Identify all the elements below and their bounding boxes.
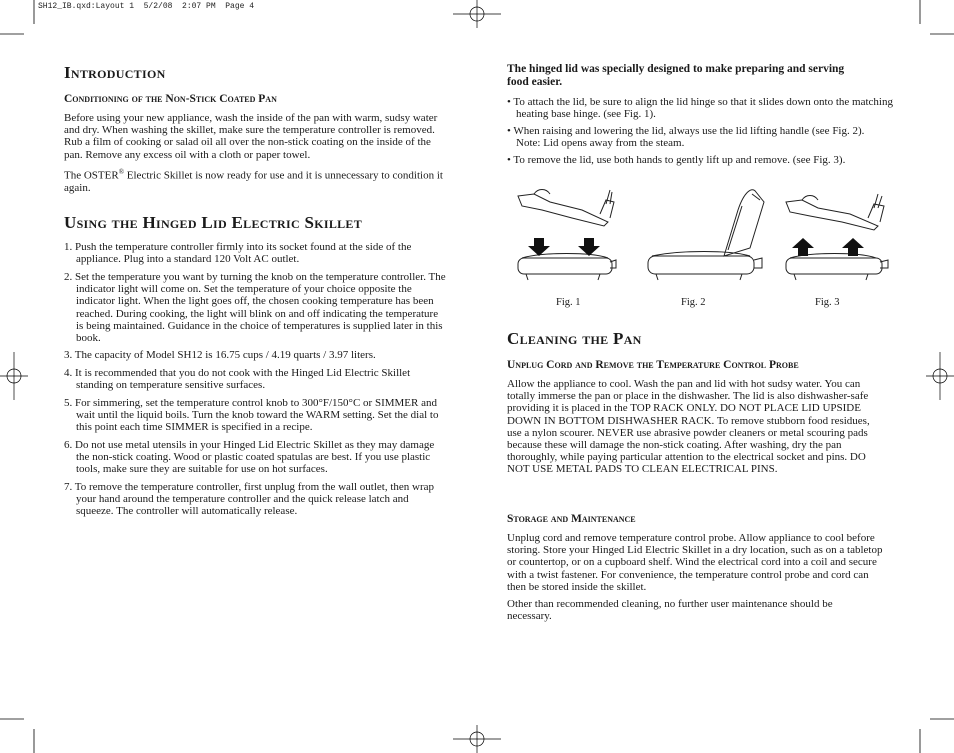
oster-ready-paragraph: The OSTER® Electric Skillet is now ready for use and it is unnecessary to condition it again.: [64, 168, 443, 194]
using-item-7: 7. To remove the temperature controller, first unplug from the wall outlet, then wrap your hand around the temperature controller and the quick release latch and squeeze. The controller will automatically release.: [64, 481, 435, 518]
fig-2-caption: Fig. 2: [681, 297, 706, 308]
fig-2-illustration: [640, 184, 770, 289]
maintenance-paragraph: Other than recommended cleaning, no further user maintenance should be necessary.: [507, 598, 833, 623]
registration-mark-bottom: [453, 725, 501, 753]
using-item-2: 2. Set the temperature you want by turning the knob on the temperature controller. The indicator light will come on. Set the temperature of your choice opposite the indicator light. When the light goes off, the chosen cooking temperature has been reached. During cooking, the light will blink on and off indicating the temperature is being maintained. Guidance in the choice of temperatures is supplied later in this book.: [64, 271, 446, 345]
cleaning-heading: Cleaning the Pan: [507, 329, 642, 348]
using-item-5: 5. For simmering, set the temperature control knob to 300°F/150°C or SIMMER and wait until the liquid boils. Turn the knob toward the WARM setting. Set the dial to this point each time SIMMER is specified in a recipe.: [64, 397, 439, 434]
lid-bullet-2: • When raising and lowering the lid, always use the lid lifting handle (see Fig. 2). Note: Lid opens away from the steam.: [507, 125, 865, 150]
registration-mark-top: [453, 0, 501, 28]
fig-3-illustration: [778, 184, 896, 289]
fig-1-illustration: [512, 184, 620, 289]
storage-paragraph: Unplug cord and remove temperature control probe. Allow appliance to cool before storing. Store your Hinged Lid Electric Skillet in a dry location, such as on a tabletop or countertop, or on a cupboard shelf. Wind the electrical cord into a coil and secure with a twist fastener. For convenience, the temperature control probe and cord can then be stored inside the skillet.: [507, 532, 883, 593]
conditioning-paragraph: Before using your new appliance, wash the inside of the pan with warm, sudsy water and dry. When washing the skillet, make sure the temperature controller is removed. Rub a film of cooking or salad oil all over the non-stick coating on the inside of the pan. Remove any excess oil with a cloth or paper towel.: [64, 112, 438, 161]
lid-bullet-3: • To remove the lid, use both hands to gently lift up and remove. (see Fig. 3).: [507, 154, 846, 166]
hinged-lid-intro: The hinged lid was specially designed to make preparing and serving food easier.: [507, 63, 845, 88]
using-item-4: 4. It is recommended that you do not cook with the Hinged Lid Electric Skillet standing on temperature sensitive surfaces.: [64, 367, 411, 392]
unplug-subheading: Unplug Cord and Remove the Temperature Control Probe: [507, 359, 799, 371]
lid-bullet-1: • To attach the lid, be sure to align the lid hinge so that it slides down onto the matching heating base hinge. (see Fig. 1).: [507, 96, 893, 121]
using-item-1: 1. Push the temperature controller firmly into its socket found at the side of the appliance. Plug into a standard 120 Volt AC outlet.: [64, 241, 412, 266]
cleaning-paragraph: Allow the appliance to cool. Wash the pan and lid with hot sudsy water. You can totally immerse the pan or place in the dishwasher. The lid is also dishwasher-safe providing it is placed in the TOP RACK ONLY. DO NOT PLACE LID UPSIDE DOWN IN BOTTOM DISHWASHER RACK. To remove stubborn food residues, use a nylon scourer. NEVER use abrasive powder cleaners or metal scouring pads because these will damage the non-stick coating. After washing, dry the pan thoroughly, while paying particular attention to the electrical socket and pins. DO NOT USE METAL PADS TO CLEAN ELECTRICAL PINS.: [507, 378, 870, 476]
print-slug-line: SH12_IB.qxd:Layout 1 5/2/08 2:07 PM Page 4: [38, 2, 255, 11]
using-heading: Using the Hinged Lid Electric Skillet: [64, 213, 363, 232]
registration-mark-right: [926, 352, 954, 400]
storage-subheading: Storage and Maintenance: [507, 513, 636, 525]
introduction-heading: Introduction: [64, 63, 166, 82]
using-item-3: 3. The capacity of Model SH12 is 16.75 cups / 4.19 quarts / 3.97 liters.: [64, 349, 376, 361]
fig-3-caption: Fig. 3: [815, 297, 840, 308]
conditioning-subheading: Conditioning of the Non-Stick Coated Pan: [64, 93, 277, 105]
fig-1-caption: Fig. 1: [556, 297, 581, 308]
using-item-6: 6. Do not use metal utensils in your Hinged Lid Electric Skillet as they may damage the non-stick coating. Wood or plastic coated spatulas are best. If you use plastic tools, make sure they are suitable for use on hot surfaces.: [64, 439, 435, 476]
registration-mark-left: [0, 352, 28, 400]
